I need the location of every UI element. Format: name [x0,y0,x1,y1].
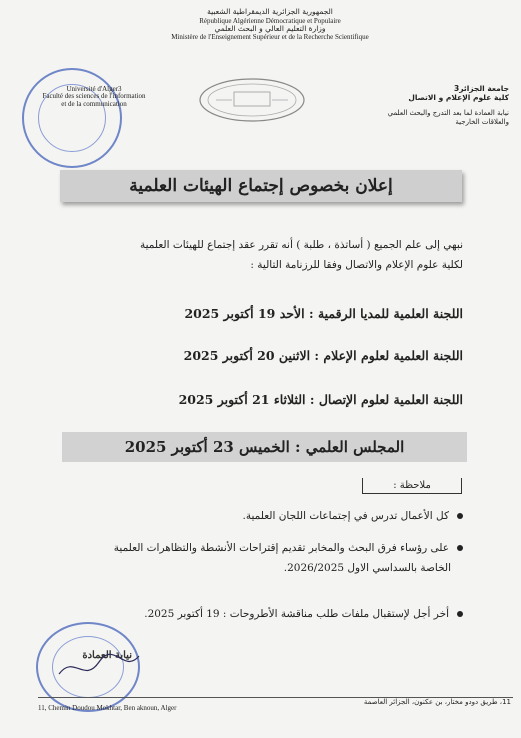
footer-address-ar: 11، طريق دودو مختار، بن عكنون، الجزائر العاصمة [363,698,511,706]
note-text-2b: الخاصة بالسداسي الاول 2026/2025. [283,562,451,575]
right-faculty: كلية علوم الإعلام و الاتصال [408,93,509,103]
right-deanery-line2: والعلاقات الخارجية [455,117,509,126]
left-faculty-line1: Faculté des sciences de l'information [42,92,146,101]
right-univ-name: جامعة الجزائر3 [454,84,509,93]
note-item-1 [43,506,463,526]
signature-scribble [54,644,144,690]
note-text-3: أخر أجل لإستقبال ملفات طلب مناقشة الأطروحات : 19 أكتوبر 2025. [144,608,449,620]
intro-line1: نبهي إلى علم الجميع ( أساتذة ، طلبة ) أنه تقرر عقد إجتماع للهيئات العلمية [139,239,463,251]
header [120,8,420,41]
note-label: ملاحظة : [362,478,462,494]
note-text-1: كل الأعمال تدرس في إجتماعات اللجان العلمية. [242,510,449,522]
header-fr-republic: République Algérienne Démocratique et Populaire [199,16,341,25]
header-ar-republic: الجمهورية الجزائرية الديمقراطية الشعبية [207,7,333,16]
right-deanery-line1: نيابة العمادة لما بعد التدرج والبحث العلمي [387,108,509,117]
university-stamp [22,68,122,168]
note-item-2 [43,538,463,579]
council-text: المجلس العلمي : الخميس 23 أكتوبر 2025 [124,438,405,456]
left-univ-name: Université d'Alger3 [66,85,122,93]
signature-title: نيابة العمادة [82,650,132,661]
intro [43,236,463,276]
page-title: إعلان بخصوص إجتماع الهيئات العلمية [129,176,393,196]
committee-media-sciences: اللجنة العلمية لعلوم الإعلام : الاثنين 20 أكتوبر 2025 [183,348,463,363]
note-item-3 [43,604,463,624]
committee-digital-media: اللجنة العلمية للمديا الرقمية : الأحد 19 أكتوبر 2025 [184,306,463,321]
footer-address-fr: 11, Chemin Doudou Mokhtar, Ben aknoun, Alger [38,704,177,712]
left-faculty-line2: et de la communication [61,99,127,108]
bullet-icon [457,513,463,519]
committee-communication-sciences: اللجنة العلمية لعلوم الإتصال : الثلاثاء 21 أكتوبر 2025 [178,392,463,407]
title-bar [60,170,462,202]
header-ar-ministry: وزارة التعليم العالي و البحث العلمي [214,23,326,33]
university-logo [196,76,308,124]
council-bar [62,432,467,462]
note-text-2a: على رؤساء فرق البحث والمخابر تقديم إقتراحات الأنشطة والتظاهرات العلمية [113,542,449,554]
intro-line2: لكلية علوم الإعلام والاتصال وفقا للرزنامة التالية : [250,258,463,271]
header-fr-ministry: Ministère de l'Enseignement Supérieur et de la Recherche Scientifique [171,33,369,42]
bullet-icon [457,611,463,617]
left-univ-block [40,86,148,108]
bullet-icon [457,545,463,551]
right-univ-block [329,84,509,126]
